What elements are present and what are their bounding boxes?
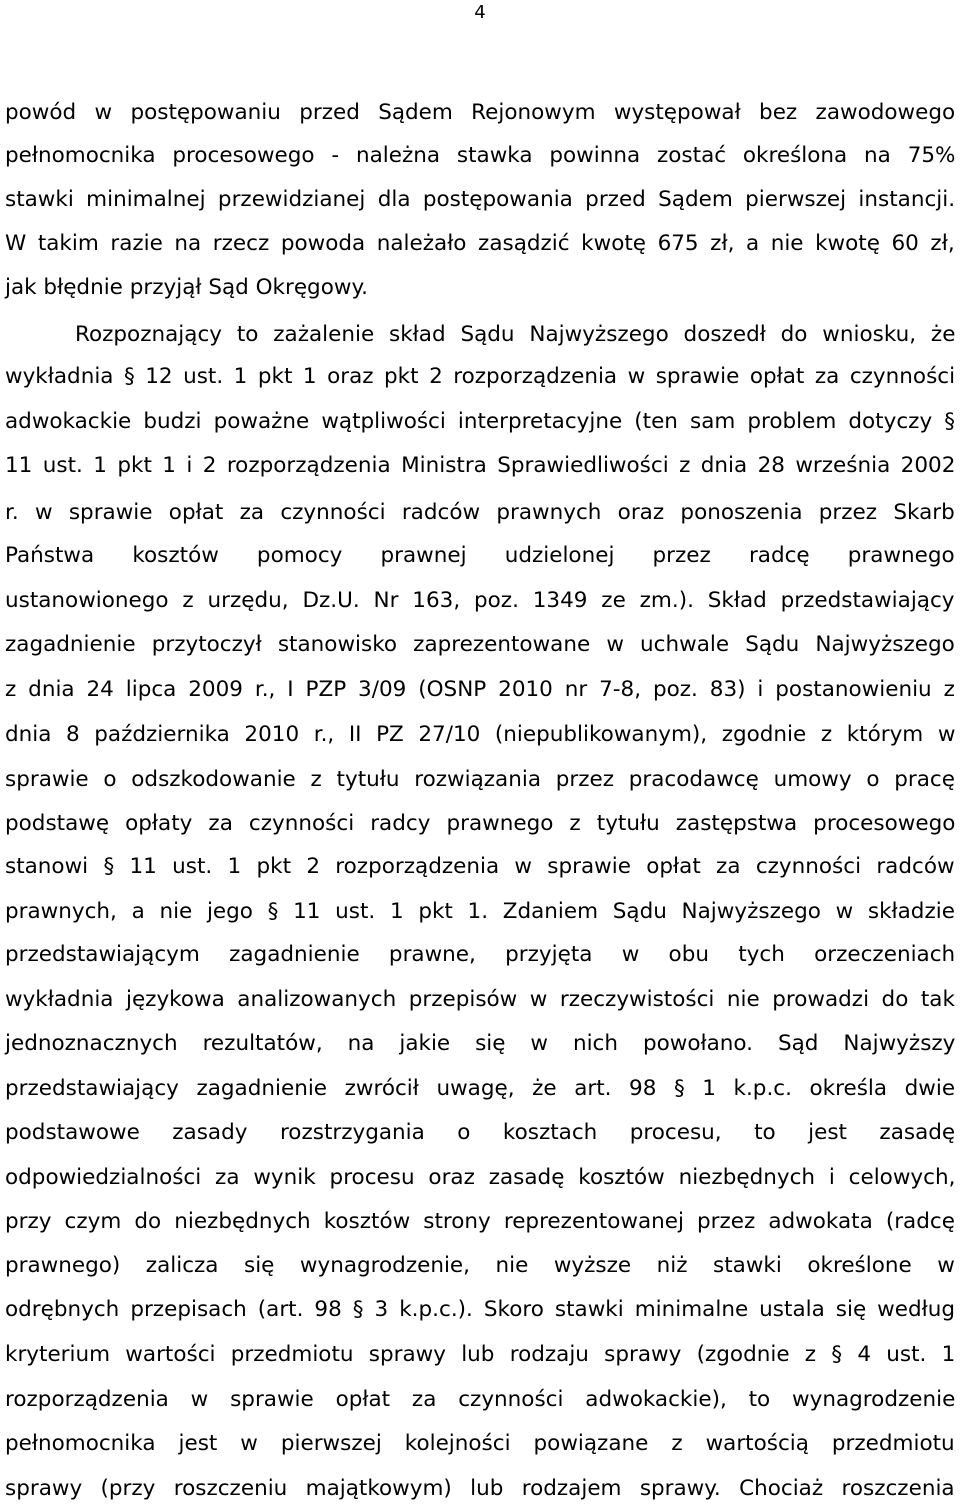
text-line: przy czym do niezbędnych kosztów strony reprezentowanej przez adwokata (radcę (5, 1209, 955, 1234)
text-line: kryterium wartości przedmiotu sprawy lub rodzaju sprawy (zgodnie z § 4 ust. 1 (5, 1342, 956, 1367)
text-line: sprawie o odszkodowanie z tytułu rozwiązania przez pracodawcę umowy o pracę (5, 767, 955, 792)
text-line: Państwa kosztów pomocy prawnej udzielonej przez radcę prawnego (5, 543, 955, 568)
text-line: rozporządzenia w sprawie opłat za czynności adwokackie), to wynagrodzenie (5, 1387, 956, 1412)
text-line: powód w postępowaniu przed Sądem Rejonowym występował bez zawodowego (5, 100, 956, 125)
text-line: podstawę opłaty za czynności radcy prawnego z tytułu zastępstwa procesowego (5, 811, 956, 836)
text-line: stawki minimalnej przewidzianej dla postępowania przed Sądem pierwszej instancji. (5, 187, 956, 212)
text-line: 11 ust. 1 pkt 1 i 2 rozporządzenia Ministra Sprawiedliwości z dnia 28 września 2002 (5, 453, 956, 478)
text-line: pełnomocnika procesowego - należna stawka powinna zostać określona na 75% (5, 143, 956, 168)
text-line: sprawy (przy roszczeniu majątkowym) lub rodzajem sprawy. Chociaż roszczenia (5, 1476, 955, 1501)
text-line: z dnia 24 lipca 2009 r., I PZP 3/09 (OSNP 2010 nr 7-8, poz. 83) i postanowieniu z (5, 677, 955, 702)
text-line: ustanowionego z urzędu, Dz.U. Nr 163, poz. 1349 ze zm.). Skład przedstawiający (5, 588, 955, 613)
text-line: jednoznacznych rezultatów, na jakie się w nich powołano. Sąd Najwyższy (5, 1031, 956, 1056)
page-number: 4 (474, 2, 486, 23)
text-line: dnia 8 października 2010 r., II PZ 27/10 (niepublikowanym), zgodnie z którym w (5, 722, 956, 747)
text-line: odpowiedzialności za wynik procesu oraz zasadę kosztów niezbędnych i celowych, (5, 1165, 956, 1190)
text-line: odrębnych przepisach (art. 98 § 3 k.p.c.). Skoro stawki minimalne ustala się według (5, 1297, 956, 1322)
text-line: przedstawiający zagadnienie zwrócił uwagę, że art. 98 § 1 k.p.c. określa dwie (5, 1076, 956, 1101)
text-line: pełnomocnika jest w pierwszej kolejności powiązane z wartością przedmiotu (5, 1431, 955, 1456)
text-line: prawnego) zalicza się wynagrodzenie, nie wyższe niż stawki określone w (5, 1253, 955, 1278)
text-line: stanowi § 11 ust. 1 pkt 2 rozporządzenia w sprawie opłat za czynności radców (5, 854, 955, 879)
text-line: wykładnia § 12 ust. 1 pkt 1 oraz pkt 2 rozporządzenia w sprawie opłat za czynności (5, 364, 956, 389)
text-line: przedstawiającym zagadnienie prawne, przyjęta w obu tych orzeczeniach (5, 942, 956, 967)
text-line: zagadnienie przytoczył stanowisko zaprezentowane w uchwale Sądu Najwyższego (5, 632, 955, 657)
text-line: podstawowe zasady rozstrzygania o kosztach procesu, to jest zasadę (5, 1120, 956, 1145)
text-line: prawnych, a nie jego § 11 ust. 1 pkt 1. Zdaniem Sądu Najwyższego w składzie (5, 899, 955, 924)
text-line: Rozpoznający to zażalenie skład Sądu Najwyższego doszedł do wniosku, że (75, 322, 956, 347)
text-line: adwokackie budzi poważne wątpliwości interpretacyjne (ten sam problem dotyczy § (5, 409, 955, 434)
text-line: W takim razie na rzecz powoda należało zasądzić kwotę 675 zł, a nie kwotę 60 zł, (5, 231, 955, 256)
text-line: r. w sprawie opłat za czynności radców prawnych oraz ponoszenia przez Skarb (5, 500, 955, 525)
text-line: wykładnia językowa analizowanych przepisów w rzeczywistości nie prowadzi do tak (5, 987, 955, 1012)
text-line: jak błędnie przyjął Sąd Okręgowy. (5, 275, 368, 300)
